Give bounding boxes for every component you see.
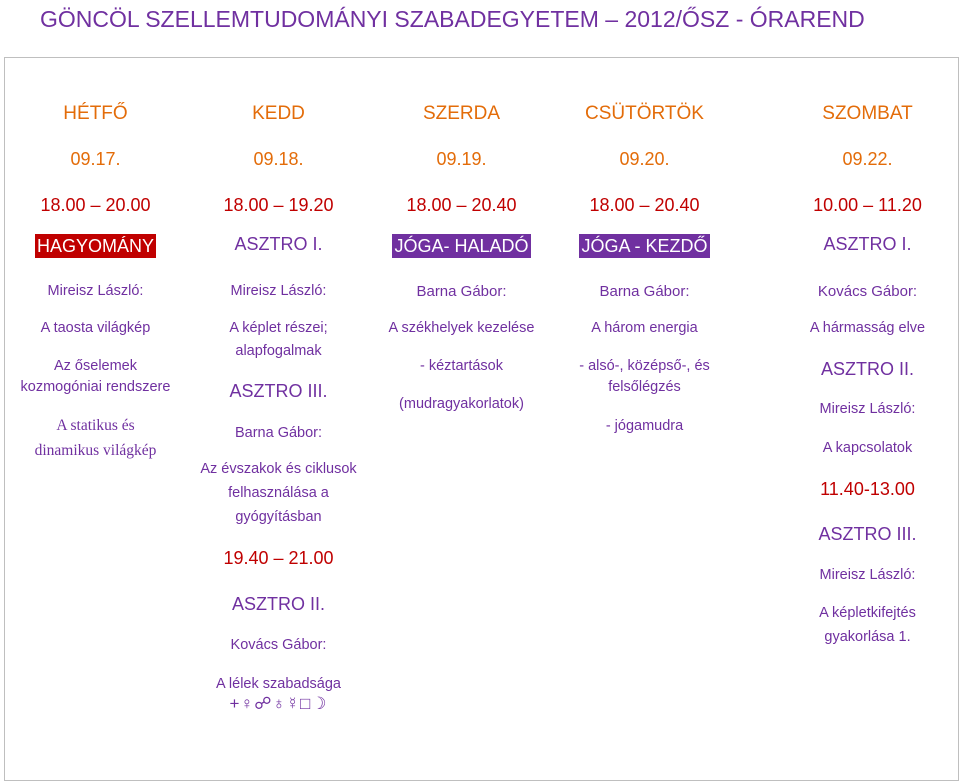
topic-line: A statikus és bbox=[56, 417, 135, 434]
topic-line: Az évszakok és ciklusok bbox=[200, 461, 357, 477]
grid-line bbox=[4, 780, 959, 781]
lecturer-name: Mireisz László: bbox=[819, 567, 916, 583]
day-label: HÉTFŐ bbox=[63, 103, 128, 124]
date-label: 09.22. bbox=[842, 149, 893, 169]
page-title: GÖNCÖL SZELLEMTUDOMÁNYI SZABADEGYETEM – 2012/ŐSZ - ÓRAREND bbox=[40, 6, 865, 32]
topic-line: A hármasság elve bbox=[809, 320, 926, 336]
topic-line: felsőlégzés bbox=[608, 379, 681, 395]
course-title: ASZTRO III. bbox=[818, 524, 917, 544]
course-title: ASZTRO I. bbox=[823, 234, 912, 254]
lecturer-name: Barna Gábor: bbox=[234, 425, 323, 441]
date-label: 09.20. bbox=[619, 149, 670, 169]
topic-line: A taosta világkép bbox=[40, 320, 151, 336]
column-thursday bbox=[553, 57, 736, 777]
course-title: ASZTRO III. bbox=[229, 381, 328, 401]
day-label: KEDD bbox=[252, 103, 305, 124]
topic-line: A három energia bbox=[591, 320, 698, 336]
course-title: ASZTRO I. bbox=[234, 234, 323, 254]
course-title: ASZTRO II. bbox=[820, 359, 914, 379]
lecturer-name: Kovács Gábor: bbox=[817, 283, 918, 300]
time-label: 18.00 – 20.40 bbox=[589, 195, 700, 215]
date-label: 09.19. bbox=[436, 149, 487, 169]
time-label: 18.00 – 20.00 bbox=[40, 195, 151, 215]
lecturer-name: Barna Gábor: bbox=[416, 283, 507, 300]
time-label: 18.00 – 19.20 bbox=[223, 195, 334, 215]
topic-line: Az őselemek bbox=[53, 358, 137, 374]
topic-line: - kéztartások bbox=[420, 358, 503, 374]
astro-symbols: +♀☍♁☿□☽ bbox=[229, 694, 328, 713]
time-label: 11.40-13.00 bbox=[820, 479, 915, 499]
topic-line: kozmogóniai rendszere bbox=[20, 379, 171, 395]
lecturer-name: Kovács Gábor: bbox=[230, 637, 327, 653]
topic-line: felhasználása a bbox=[228, 485, 329, 501]
topic-line: (mudragyakorlatok) bbox=[399, 396, 524, 412]
date-label: 09.17. bbox=[70, 149, 121, 169]
topic-line: gyakorlása 1. bbox=[824, 629, 911, 645]
topic-line: A képlet részei; bbox=[229, 320, 328, 336]
date-label: 09.18. bbox=[253, 149, 304, 169]
time-label: 18.00 – 20.40 bbox=[406, 195, 517, 215]
topic-line: alapfogalmak bbox=[235, 343, 322, 359]
topic-line: A képletkifejtés bbox=[819, 605, 916, 621]
course-title: ASZTRO II. bbox=[231, 594, 325, 614]
schedule-table bbox=[4, 57, 959, 781]
lecturer-name: Mireisz László: bbox=[230, 283, 327, 299]
day-label: SZOMBAT bbox=[822, 103, 913, 124]
course-badge: JÓGA - KEZDŐ bbox=[581, 236, 708, 256]
topic-line: A székhelyek kezelése bbox=[388, 320, 535, 336]
topic-line: A lélek szabadsága bbox=[216, 676, 341, 692]
lecturer-name: Barna Gábor: bbox=[599, 283, 690, 300]
course-badge: JÓGA- HALADÓ bbox=[394, 236, 529, 256]
topic-line: - alsó-, középső-, és bbox=[579, 358, 710, 374]
time-label: 19.40 – 21.00 bbox=[223, 548, 334, 568]
time-label: 10.00 – 11.20 bbox=[813, 195, 922, 215]
topic-line: - jógamudra bbox=[605, 418, 684, 434]
course-badge: HAGYOMÁNY bbox=[36, 236, 155, 256]
lecturer-name: Mireisz László: bbox=[47, 283, 144, 299]
column-wednesday bbox=[370, 57, 553, 777]
topic-line: A kapcsolatok bbox=[822, 440, 913, 456]
column-saturday bbox=[776, 57, 959, 777]
day-label: CSÜTÖRTÖK bbox=[585, 103, 704, 124]
lecturer-name: Mireisz László: bbox=[819, 401, 916, 417]
column-monday bbox=[4, 57, 187, 777]
column-tuesday bbox=[187, 57, 370, 777]
topic-line: gyógyításban bbox=[235, 509, 322, 525]
day-label: SZERDA bbox=[422, 103, 501, 124]
topic-line: dinamikus világkép bbox=[34, 442, 157, 459]
